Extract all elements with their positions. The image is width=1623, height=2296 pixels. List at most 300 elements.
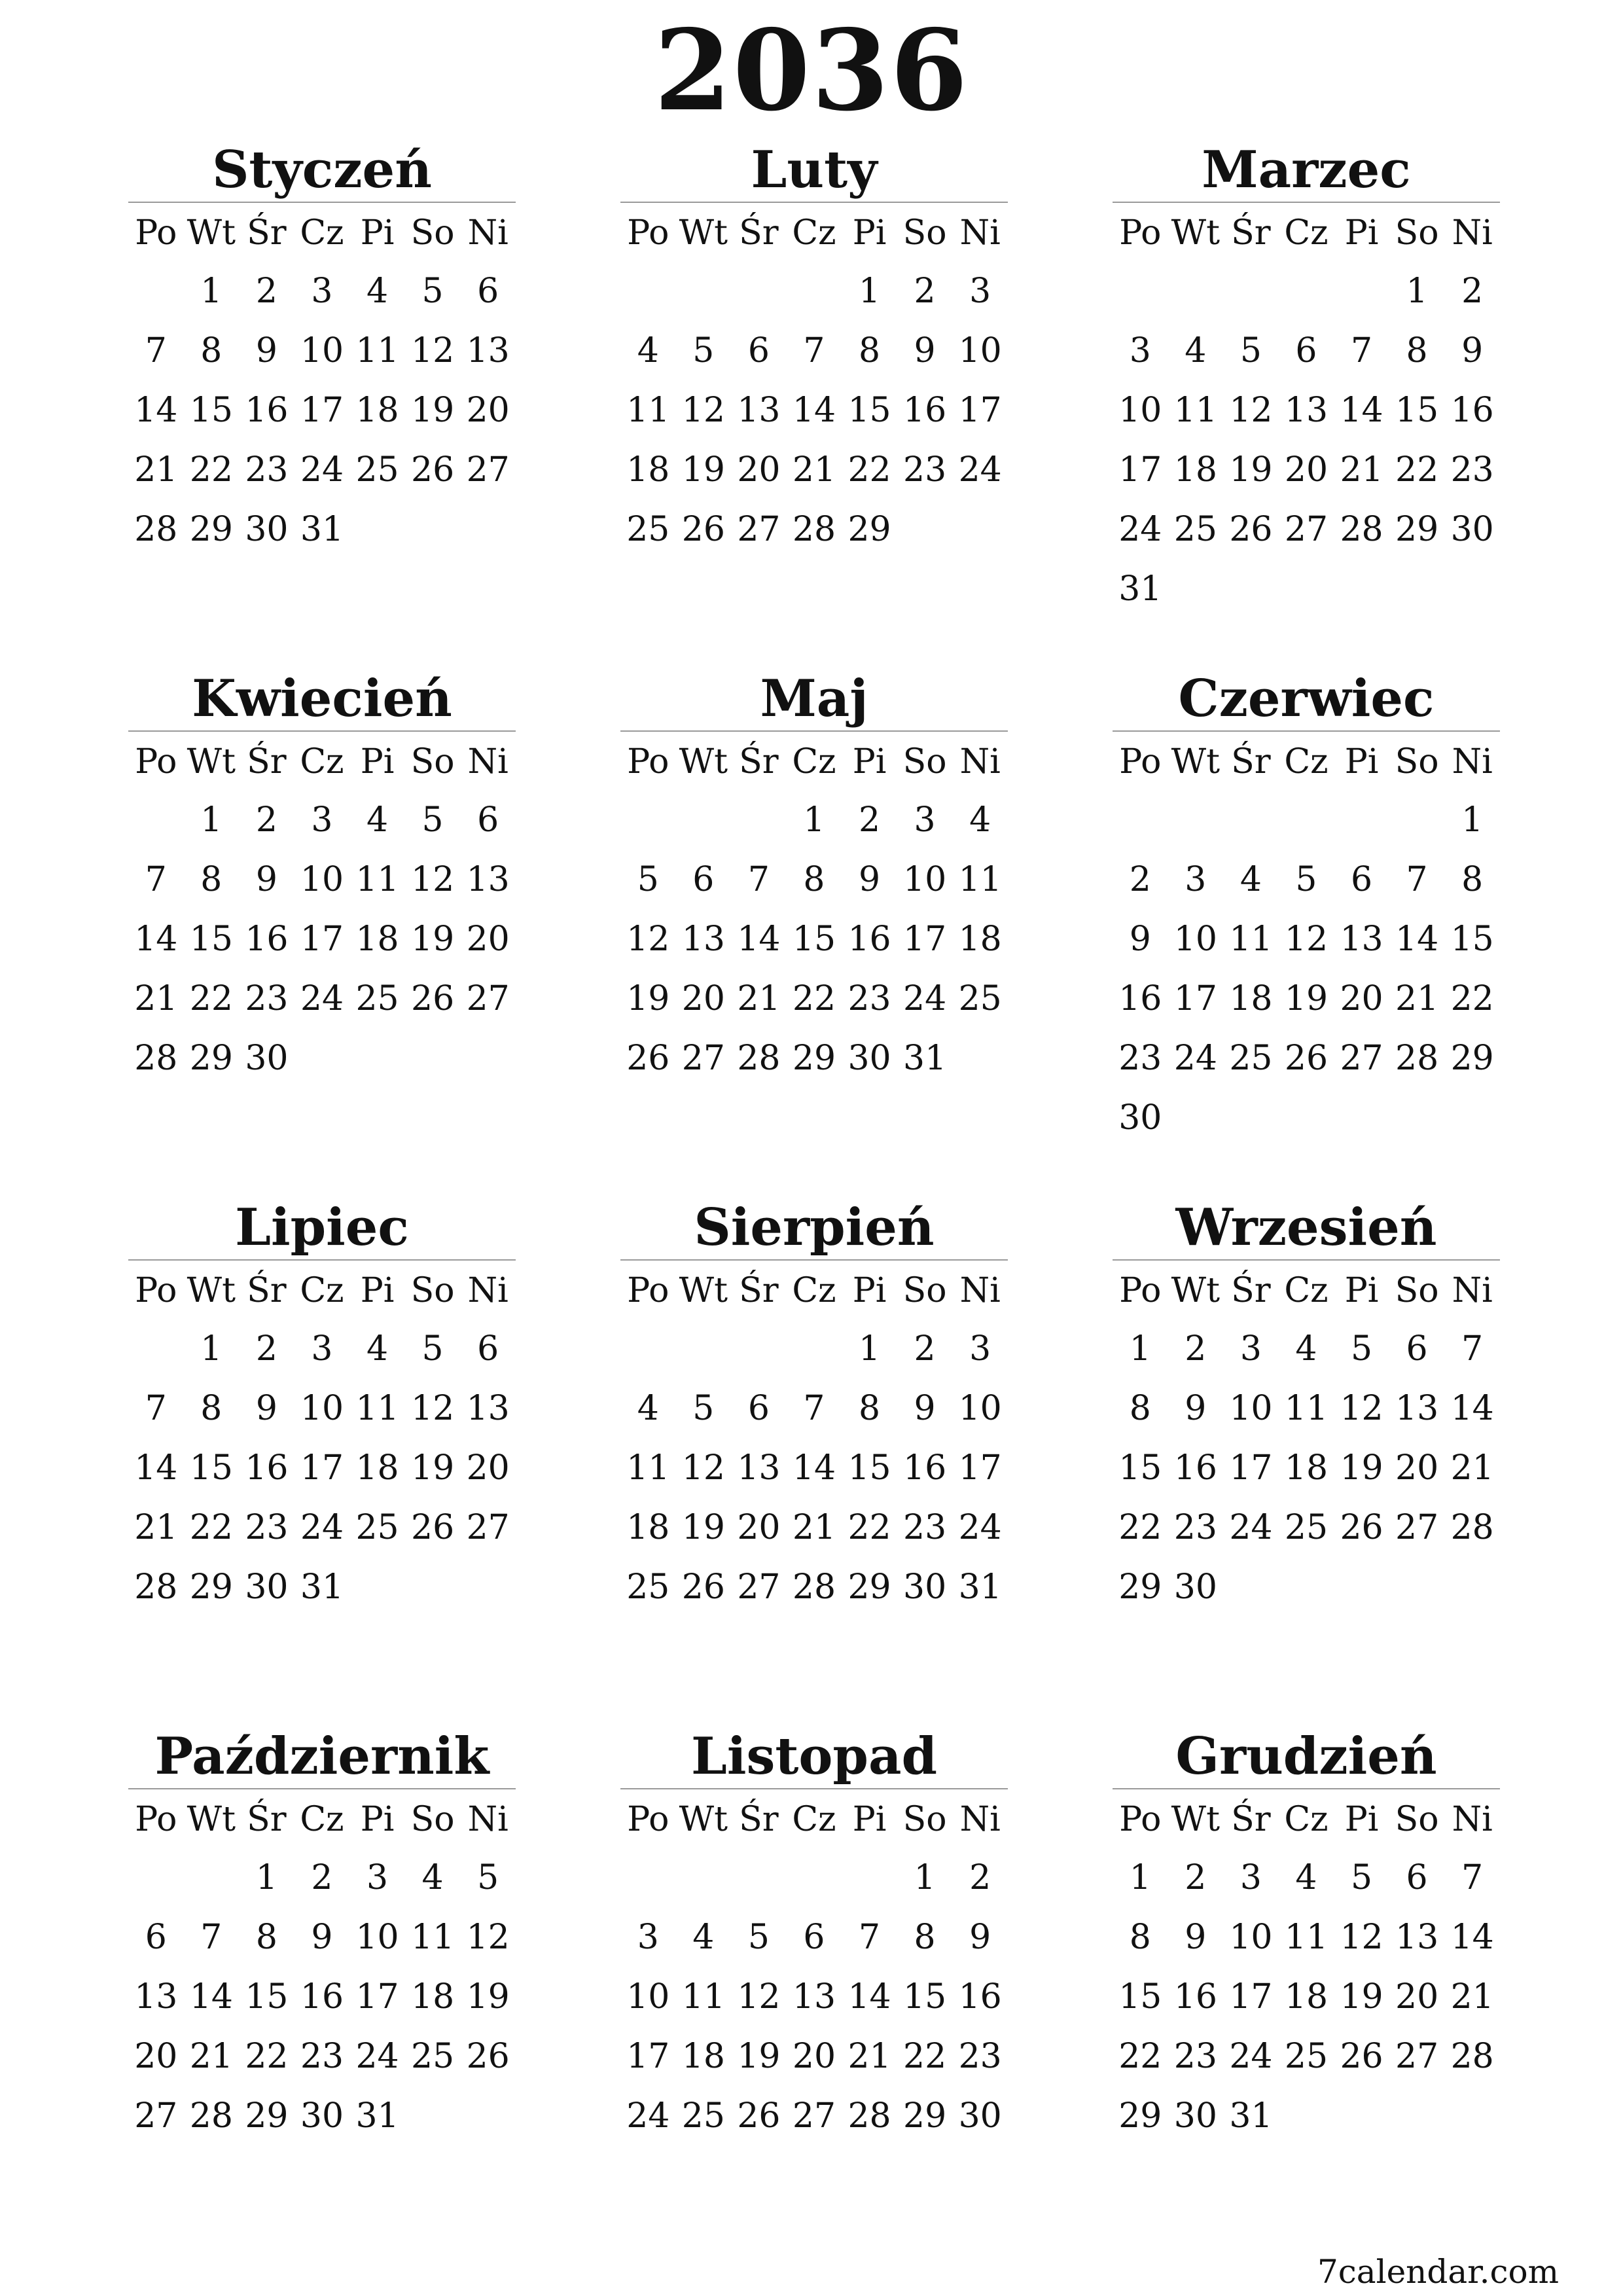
day-cell: 26 (1340, 2037, 1383, 2076)
day-cell: 18 (355, 1448, 399, 1488)
day-cell: 20 (1284, 450, 1329, 490)
weekday-header (1113, 1789, 1500, 1848)
day-cell: 12 (1340, 1918, 1383, 1957)
day-cell: 1 (200, 272, 223, 311)
weekday-label: Śr (1231, 213, 1271, 253)
empty-day-cell (620, 1319, 676, 1379)
weekday-label: Cz (792, 742, 836, 781)
weekday-label: Po (1119, 1271, 1162, 1310)
day-cell: 5 (692, 331, 715, 370)
day-cell: 12 (411, 860, 455, 899)
day-cell: 2 (1185, 1329, 1207, 1369)
day-cell: 4 (1185, 331, 1207, 370)
day-cell: 10 (1173, 920, 1217, 959)
weekday-label: Wt (679, 742, 728, 781)
weekday-header (620, 203, 1008, 262)
day-cell: 31 (1118, 569, 1162, 609)
day-cell: 2 (311, 1858, 333, 1897)
day-cell: 24 (958, 1508, 1002, 1547)
day-cell: 31 (300, 510, 344, 549)
day-cell: 18 (626, 1508, 670, 1547)
day-cell: 13 (737, 1448, 781, 1488)
day-cell: 15 (1450, 920, 1494, 959)
day-cell: 12 (626, 920, 670, 959)
day-cell: 9 (969, 1918, 991, 1957)
day-cell: 27 (466, 979, 510, 1018)
empty-day-cell (620, 1848, 676, 1908)
day-cell: 29 (792, 1039, 836, 1078)
day-cell: 4 (366, 800, 389, 840)
day-cell: 16 (847, 920, 891, 959)
day-cell: 2 (914, 1329, 936, 1369)
day-cell: 1 (1129, 1329, 1151, 1369)
day-cell: 26 (1340, 1508, 1383, 1547)
month-name: Listopad (620, 1717, 1008, 1789)
weekday-label: Po (627, 1271, 669, 1310)
weekday-label: Śr (247, 1800, 287, 1839)
day-cell: 19 (681, 450, 725, 490)
day-cell: 31 (355, 2096, 399, 2136)
day-cell: 3 (311, 800, 333, 840)
day-cell: 5 (1350, 1858, 1373, 1897)
day-cell: 1 (200, 1329, 223, 1369)
weekday-label: Pi (1344, 1271, 1379, 1310)
day-cell: 5 (747, 1918, 770, 1957)
empty-day-cell (731, 1848, 787, 1908)
day-cell: 22 (245, 2037, 289, 2076)
day-cell: 18 (355, 920, 399, 959)
empty-day-cell (731, 262, 787, 321)
weekday-label: Po (627, 1800, 669, 1839)
day-cell: 23 (1173, 2037, 1217, 2076)
weekday-label: Śr (247, 742, 287, 781)
day-cell: 2 (255, 800, 277, 840)
weekday-label: So (1395, 742, 1439, 781)
weekday-label: Wt (1171, 1800, 1221, 1839)
day-cell: 20 (466, 920, 510, 959)
day-cell: 26 (626, 1039, 670, 1078)
day-cell: 4 (692, 1918, 715, 1957)
empty-day-cell (1223, 262, 1279, 321)
day-cell: 6 (1295, 331, 1317, 370)
day-cell: 3 (914, 800, 936, 840)
day-cell: 26 (737, 2096, 781, 2136)
day-cell: 22 (1395, 450, 1439, 490)
day-cell: 28 (1450, 1508, 1494, 1547)
day-cell: 25 (355, 979, 399, 1018)
day-cell: 21 (792, 450, 836, 490)
weekday-label: Po (627, 213, 669, 253)
day-cell: 12 (681, 391, 725, 430)
weekday-label: Cz (300, 213, 344, 253)
day-cell: 14 (1450, 1389, 1494, 1428)
month-calendar (128, 660, 516, 1189)
weekday-label: Wt (1171, 213, 1221, 253)
month-name: Styczeń (128, 131, 516, 203)
month-name: Maj (620, 660, 1008, 732)
day-cell: 9 (255, 1389, 277, 1428)
day-cell: 10 (300, 860, 344, 899)
day-cell: 17 (1118, 450, 1162, 490)
day-cell: 24 (1229, 2037, 1273, 2076)
weekday-label: Śr (247, 1271, 287, 1310)
day-cell: 19 (1284, 979, 1329, 1018)
day-cell: 8 (803, 860, 825, 899)
day-cell: 10 (300, 1389, 344, 1428)
weekday-header (1113, 732, 1500, 791)
day-cell: 10 (1229, 1389, 1273, 1428)
day-cell: 7 (858, 1918, 881, 1957)
day-cell: 17 (903, 920, 947, 959)
day-cell: 9 (858, 860, 881, 899)
month-calendar (1113, 131, 1500, 660)
day-cell: 1 (1461, 800, 1484, 840)
day-cell: 29 (189, 1568, 233, 1607)
day-cell: 1 (1406, 272, 1428, 311)
day-cell: 8 (858, 331, 881, 370)
day-cell: 13 (1395, 1918, 1439, 1957)
empty-day-cell (1168, 791, 1224, 850)
day-cell: 1 (200, 800, 223, 840)
day-cell: 9 (914, 1389, 936, 1428)
day-grid (620, 1319, 1008, 1617)
day-cell: 8 (255, 1918, 277, 1957)
day-cell: 27 (737, 510, 781, 549)
month-calendar (620, 660, 1008, 1189)
month-calendar (1113, 660, 1500, 1189)
day-cell: 5 (421, 800, 444, 840)
weekday-label: So (1395, 1800, 1439, 1839)
day-cell: 1 (1129, 1858, 1151, 1897)
day-cell: 7 (200, 1918, 223, 1957)
day-cell: 2 (858, 800, 881, 840)
day-cell: 11 (681, 1977, 725, 2017)
day-cell: 7 (145, 331, 167, 370)
day-cell: 17 (1173, 979, 1217, 1018)
weekday-label: Śr (1231, 1271, 1271, 1310)
day-cell: 25 (1229, 1039, 1273, 1078)
day-cell: 9 (1461, 331, 1484, 370)
day-cell: 28 (134, 1568, 178, 1607)
day-cell: 22 (189, 450, 233, 490)
day-cell: 4 (1295, 1329, 1317, 1369)
day-cell: 29 (1118, 2096, 1162, 2136)
weekday-label: So (410, 1800, 455, 1839)
weekday-label: Wt (1171, 742, 1221, 781)
month-name: Czerwiec (1113, 660, 1500, 732)
day-cell: 30 (1450, 510, 1494, 549)
day-grid (128, 262, 516, 560)
day-cell: 22 (189, 1508, 233, 1547)
day-cell: 29 (1118, 1568, 1162, 1607)
day-cell: 3 (311, 272, 333, 311)
day-cell: 11 (1173, 391, 1217, 430)
day-cell: 23 (903, 1508, 947, 1547)
day-cell: 3 (969, 1329, 991, 1369)
day-cell: 16 (1118, 979, 1162, 1018)
empty-day-cell (1334, 791, 1389, 850)
day-cell: 20 (737, 450, 781, 490)
day-cell: 26 (681, 510, 725, 549)
weekday-label: Wt (187, 1800, 236, 1839)
weekday-header (620, 732, 1008, 791)
month-name: Październik (128, 1717, 516, 1789)
empty-day-cell (787, 262, 842, 321)
day-cell: 8 (858, 1389, 881, 1428)
day-cell: 19 (1229, 450, 1273, 490)
day-cell: 15 (1118, 1448, 1162, 1488)
day-cell: 14 (134, 920, 178, 959)
day-cell: 26 (411, 979, 455, 1018)
day-cell: 21 (1450, 1448, 1494, 1488)
day-cell: 8 (1406, 331, 1428, 370)
day-cell: 2 (255, 1329, 277, 1369)
day-cell: 21 (134, 450, 178, 490)
day-cell: 19 (737, 2037, 781, 2076)
weekday-label: Wt (187, 742, 236, 781)
empty-day-cell (731, 1319, 787, 1379)
day-cell: 29 (1450, 1039, 1494, 1078)
day-cell: 6 (477, 800, 499, 840)
day-cell: 20 (737, 1508, 781, 1547)
day-cell: 10 (300, 331, 344, 370)
day-cell: 9 (1185, 1918, 1207, 1957)
weekday-label: So (902, 742, 947, 781)
weekday-label: So (902, 1800, 947, 1839)
day-cell: 27 (792, 2096, 836, 2136)
weekday-label: Pi (360, 1800, 395, 1839)
day-cell: 24 (300, 1508, 344, 1547)
day-cell: 16 (245, 920, 289, 959)
weekday-label: Śr (247, 213, 287, 253)
day-cell: 8 (1461, 860, 1484, 899)
month-name: Kwiecień (128, 660, 516, 732)
day-cell: 22 (847, 450, 891, 490)
day-cell: 24 (1229, 1508, 1273, 1547)
day-cell: 13 (466, 1389, 510, 1428)
day-cell: 30 (1118, 1098, 1162, 1138)
day-cell: 2 (1461, 272, 1484, 311)
day-cell: 10 (1229, 1918, 1273, 1957)
weekday-label: Po (1119, 1800, 1162, 1839)
day-cell: 4 (1295, 1858, 1317, 1897)
day-cell: 21 (1395, 979, 1439, 1018)
day-cell: 5 (1240, 331, 1262, 370)
day-cell: 9 (1129, 920, 1151, 959)
weekday-label: Ni (959, 1800, 1001, 1839)
day-cell: 28 (792, 510, 836, 549)
day-cell: 3 (1240, 1858, 1262, 1897)
day-cell: 22 (847, 1508, 891, 1547)
day-cell: 16 (1450, 391, 1494, 430)
month-name: Marzec (1113, 131, 1500, 203)
day-cell: 19 (411, 391, 455, 430)
day-cell: 26 (1284, 1039, 1329, 1078)
day-cell: 6 (692, 860, 715, 899)
month-calendar (1113, 1717, 1500, 2246)
day-cell: 21 (737, 979, 781, 1018)
day-cell: 28 (1450, 2037, 1494, 2076)
weekday-label: Śr (739, 1800, 779, 1839)
day-cell: 15 (1395, 391, 1439, 430)
day-cell: 13 (792, 1977, 836, 2017)
weekday-label: Cz (792, 213, 836, 253)
day-cell: 7 (1461, 1858, 1484, 1897)
empty-day-cell (676, 791, 732, 850)
day-cell: 12 (681, 1448, 725, 1488)
day-cell: 30 (903, 1568, 947, 1607)
day-cell: 25 (681, 2096, 725, 2136)
day-cell: 4 (1240, 860, 1262, 899)
day-cell: 15 (189, 1448, 233, 1488)
day-cell: 17 (300, 391, 344, 430)
day-cell: 18 (1229, 979, 1273, 1018)
day-cell: 27 (1284, 510, 1329, 549)
month-name: Lipiec (128, 1189, 516, 1261)
day-cell: 28 (792, 1568, 836, 1607)
day-cell: 21 (189, 2037, 233, 2076)
day-cell: 8 (914, 1918, 936, 1957)
weekday-label: So (902, 213, 947, 253)
weekday-label: Śr (739, 213, 779, 253)
day-cell: 14 (1450, 1918, 1494, 1957)
weekday-label: Pi (1344, 742, 1379, 781)
empty-day-cell (620, 791, 676, 850)
day-cell: 13 (737, 391, 781, 430)
day-cell: 24 (903, 979, 947, 1018)
weekday-label: Ni (467, 1271, 508, 1310)
weekday-label: Po (1119, 213, 1162, 253)
day-cell: 4 (366, 1329, 389, 1369)
day-cell: 28 (737, 1039, 781, 1078)
day-cell: 20 (681, 979, 725, 1018)
day-cell: 20 (1340, 979, 1383, 1018)
day-cell: 3 (1129, 331, 1151, 370)
weekday-label: Pi (360, 742, 395, 781)
weekday-label: So (902, 1271, 947, 1310)
day-cell: 6 (747, 331, 770, 370)
day-cell: 24 (1173, 1039, 1217, 1078)
day-cell: 25 (626, 510, 670, 549)
day-cell: 6 (1406, 1858, 1428, 1897)
day-cell: 9 (255, 331, 277, 370)
weekday-label: Cz (1284, 1271, 1329, 1310)
empty-day-cell (1168, 262, 1224, 321)
day-cell: 22 (1450, 979, 1494, 1018)
day-cell: 27 (1395, 2037, 1439, 2076)
day-cell: 6 (477, 272, 499, 311)
day-cell: 7 (803, 331, 825, 370)
day-cell: 18 (681, 2037, 725, 2076)
weekday-label: Wt (1171, 1271, 1221, 1310)
day-cell: 19 (411, 920, 455, 959)
day-cell: 6 (1350, 860, 1373, 899)
month-name: Luty (620, 131, 1008, 203)
weekday-label: Wt (187, 1271, 236, 1310)
weekday-header (128, 1789, 516, 1848)
day-cell: 2 (969, 1858, 991, 1897)
day-cell: 8 (200, 1389, 223, 1428)
day-cell: 15 (847, 391, 891, 430)
day-cell: 18 (411, 1977, 455, 2017)
day-cell: 10 (1118, 391, 1162, 430)
day-cell: 17 (1229, 1448, 1273, 1488)
day-cell: 13 (1284, 391, 1329, 430)
day-cell: 27 (466, 450, 510, 490)
day-cell: 14 (189, 1977, 233, 2017)
day-grid (1113, 1319, 1500, 1617)
weekday-header (1113, 203, 1500, 262)
weekday-label: Ni (467, 213, 508, 253)
day-cell: 16 (300, 1977, 344, 2017)
day-cell: 5 (421, 1329, 444, 1369)
weekday-label: Wt (679, 213, 728, 253)
weekday-label: Cz (792, 1271, 836, 1310)
day-cell: 6 (477, 1329, 499, 1369)
day-cell: 23 (1118, 1039, 1162, 1078)
day-cell: 23 (958, 2037, 1002, 2076)
day-cell: 30 (300, 2096, 344, 2136)
empty-day-cell (620, 262, 676, 321)
day-grid (1113, 1848, 1500, 2146)
day-cell: 20 (134, 2037, 178, 2076)
day-cell: 17 (626, 2037, 670, 2076)
weekday-label: So (1395, 213, 1439, 253)
day-cell: 24 (355, 2037, 399, 2076)
day-cell: 23 (1173, 1508, 1217, 1547)
weekday-label: Cz (300, 1271, 344, 1310)
day-cell: 7 (1461, 1329, 1484, 1369)
day-cell: 12 (411, 331, 455, 370)
weekday-label: So (1395, 1271, 1439, 1310)
day-cell: 17 (300, 1448, 344, 1488)
weekday-label: Cz (300, 742, 344, 781)
day-cell: 30 (1173, 2096, 1217, 2136)
month-calendar (128, 1189, 516, 1717)
day-cell: 21 (134, 1508, 178, 1547)
day-cell: 3 (637, 1918, 659, 1957)
month-name: Grudzień (1113, 1717, 1500, 1789)
empty-day-cell (1389, 791, 1445, 850)
day-cell: 26 (411, 1508, 455, 1547)
day-cell: 18 (626, 450, 670, 490)
day-cell: 19 (466, 1977, 510, 2017)
day-cell: 27 (1395, 1508, 1439, 1547)
day-cell: 27 (737, 1568, 781, 1607)
day-cell: 23 (847, 979, 891, 1018)
empty-day-cell (787, 1319, 842, 1379)
weekday-label: Ni (467, 1800, 508, 1839)
day-cell: 27 (1340, 1039, 1383, 1078)
weekday-label: Ni (1452, 1800, 1493, 1839)
day-cell: 15 (189, 391, 233, 430)
day-cell: 12 (737, 1977, 781, 2017)
day-cell: 14 (792, 391, 836, 430)
day-cell: 16 (958, 1977, 1002, 2017)
day-cell: 11 (355, 331, 399, 370)
day-cell: 2 (255, 272, 277, 311)
day-cell: 15 (1118, 1977, 1162, 2017)
empty-day-cell (128, 791, 184, 850)
day-cell: 21 (792, 1508, 836, 1547)
day-cell: 6 (1406, 1329, 1428, 1369)
day-cell: 22 (792, 979, 836, 1018)
day-cell: 18 (958, 920, 1002, 959)
day-cell: 7 (145, 1389, 167, 1428)
weekday-label: Śr (1231, 742, 1271, 781)
day-cell: 18 (1173, 450, 1217, 490)
weekday-header (1113, 1261, 1500, 1319)
